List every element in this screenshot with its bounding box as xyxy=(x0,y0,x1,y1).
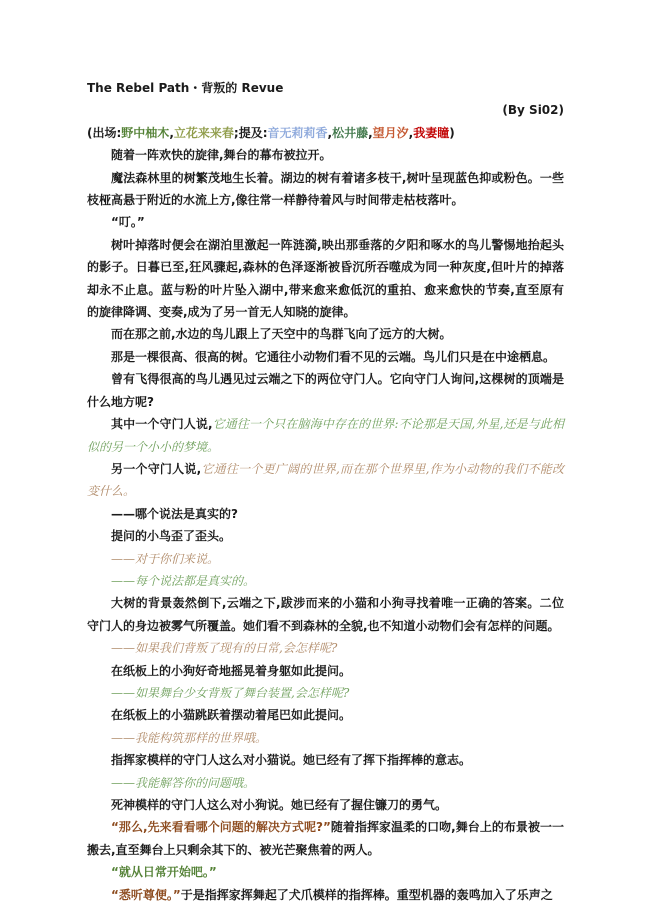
text-segment: 望月汐 xyxy=(372,125,409,140)
paragraph xyxy=(87,167,564,212)
paragraph xyxy=(87,503,564,525)
paragraph xyxy=(87,727,564,749)
text-segment: “叮。” xyxy=(111,215,145,230)
paragraph xyxy=(87,794,564,816)
text-segment: 随着一阵欢快的旋律,舞台的幕布被拉开。 xyxy=(111,148,332,163)
text-segment: , xyxy=(327,125,333,140)
text-segment: ——如果我们背叛了现有的日常,会怎样呢? xyxy=(111,641,338,656)
paragraph xyxy=(87,346,564,368)
text-segment: 它通往一个更广阔的世界,而在那个世界里,作为小动物的我们不能改变什么。 xyxy=(87,461,564,499)
paragraph xyxy=(87,704,564,726)
text-segment: 而在那之前,水边的鸟儿跟上了天空中的鸟群飞向了远方的大树。 xyxy=(111,327,452,342)
paragraph xyxy=(87,144,564,166)
text-segment: “那么,先来看看哪个问题的解决方式呢?” xyxy=(111,820,331,835)
paragraph xyxy=(87,211,564,233)
text-segment: 曾有飞得很高的鸟儿遇见过云端之下的两位守门人。它向守门人询问,这棵树的顶端是什么地方呢? xyxy=(87,372,564,409)
text-segment: 在纸板上的小狗好奇地摇晃着身躯如此提问。 xyxy=(111,663,352,678)
paragraph xyxy=(87,234,564,324)
paragraph xyxy=(87,682,564,704)
text-segment: “就从日常开始吧。” xyxy=(111,865,217,880)
paragraph xyxy=(87,884,564,906)
text-segment: 松井藤 xyxy=(332,125,369,140)
doc-byline: (By Si02) xyxy=(502,103,564,118)
doc-title: The Rebel Path・背叛的 Revue xyxy=(87,81,284,95)
text-segment: 它通往一个只在脑海中存在的世界:不论那是天国,外星,还是与此相似的另一个小小的梦境。 xyxy=(87,417,564,454)
text-segment: ——我能构筑那样的世界哦。 xyxy=(111,730,268,745)
paragraph xyxy=(87,548,564,570)
text-segment: 随着指挥家温柔的口吻,舞台上的布景被一一搬去,直至舞台上只剩余其下的、被光芒聚焦着的两人。 xyxy=(87,820,565,857)
text-segment: 指挥家模样的守门人这么对小猫说。她已经有了挥下指挥棒的意志。 xyxy=(111,753,472,768)
text-segment: ——我能解答你的问题哦。 xyxy=(111,775,256,790)
text-segment: 在纸板上的小猫跳跃着摆动着尾巴如此提问。 xyxy=(111,708,352,723)
text-segment: 其中一个守门人说, xyxy=(111,417,213,432)
paragraph xyxy=(87,458,564,503)
paragraph xyxy=(87,749,564,771)
text-segment: “悉听尊便。” xyxy=(111,887,181,902)
text-segment: 我妻瞳 xyxy=(413,125,450,140)
text-segment: ——对于你们来说。 xyxy=(111,551,220,566)
text-segment: ——哪个说法是真实的? xyxy=(111,506,238,521)
text-segment: 另一个守门人说, xyxy=(111,461,202,476)
paragraph xyxy=(87,570,564,592)
text-segment: 于是指挥家挥舞起了犬爪模样的指挥棒。重型机器的轰鸣加入了乐声之 xyxy=(180,887,553,902)
text-segment: 魔法森林里的树繁茂地生长着。湖边的树有着诸多枝干,树叶呈现蓝色抑或粉色。一些枝桠高悬于附近的水流上方,像往常一样静待着风与时间带走枯枝落叶。 xyxy=(87,170,564,208)
text-segment: 野中柚木 xyxy=(121,125,170,140)
paragraph xyxy=(87,413,564,458)
paragraph xyxy=(87,772,564,794)
paragraph xyxy=(87,368,564,413)
paragraph xyxy=(87,122,564,144)
text-segment: ——如果舞台少女背叛了舞台装置,会怎样呢? xyxy=(111,685,350,700)
text-segment: ) xyxy=(449,125,455,140)
paragraph xyxy=(87,637,564,659)
text-segment: 音无莉莉香 xyxy=(267,125,328,140)
text-segment: 大树的背景轰然倒下,云端之下,跋涉而来的小猫和小狗寻找着唯一正确的答案。二位守门人的身边被雾气所覆盖。她们看不到森林的全貌,也不知道小动物们会有怎样的问题。 xyxy=(87,596,564,633)
paragraph xyxy=(87,323,564,345)
text-segment: (出场: xyxy=(87,125,122,140)
text-segment: 树叶掉落时便会在湖泊里激起一阵涟漪,映出那垂落的夕阳和啄水的鸟儿警惕地抬起头的影子。日暮已至,狂风骤起,森林的色泽逐渐被昏沉所吞噬成为同一种灰度,但叶片的掉落却永不止息。蓝与粉的叶片坠入湖中,带来愈来愈低沉的重拍、愈来愈快的节奏,直至原有的旋律降调、变奏,成为了另一首无人知晓的旋律。 xyxy=(87,237,564,320)
text-segment: , xyxy=(408,125,414,140)
paragraph xyxy=(87,525,564,547)
text-segment: , xyxy=(169,125,174,140)
paragraph xyxy=(87,592,564,637)
text-segment: 提问的小鸟歪了歪头。 xyxy=(111,529,232,544)
text-segment: ——每个说法都是真实的。 xyxy=(111,573,256,588)
text-segment: 立花来来春 xyxy=(173,125,234,140)
text-segment: , xyxy=(368,125,373,140)
text-segment: 那是一棵很高、很高的树。它通往小动物们看不见的云端。鸟儿们只是在中途栖息。 xyxy=(111,349,556,364)
text-segment: ;提及: xyxy=(233,125,268,140)
text-segment: 死神模样的守门人这么对小狗说。她已经有了握住镰刀的勇气。 xyxy=(111,798,448,812)
doc-body xyxy=(87,122,564,906)
paragraph xyxy=(87,660,564,682)
paragraph xyxy=(87,861,564,883)
paragraph xyxy=(87,816,564,861)
